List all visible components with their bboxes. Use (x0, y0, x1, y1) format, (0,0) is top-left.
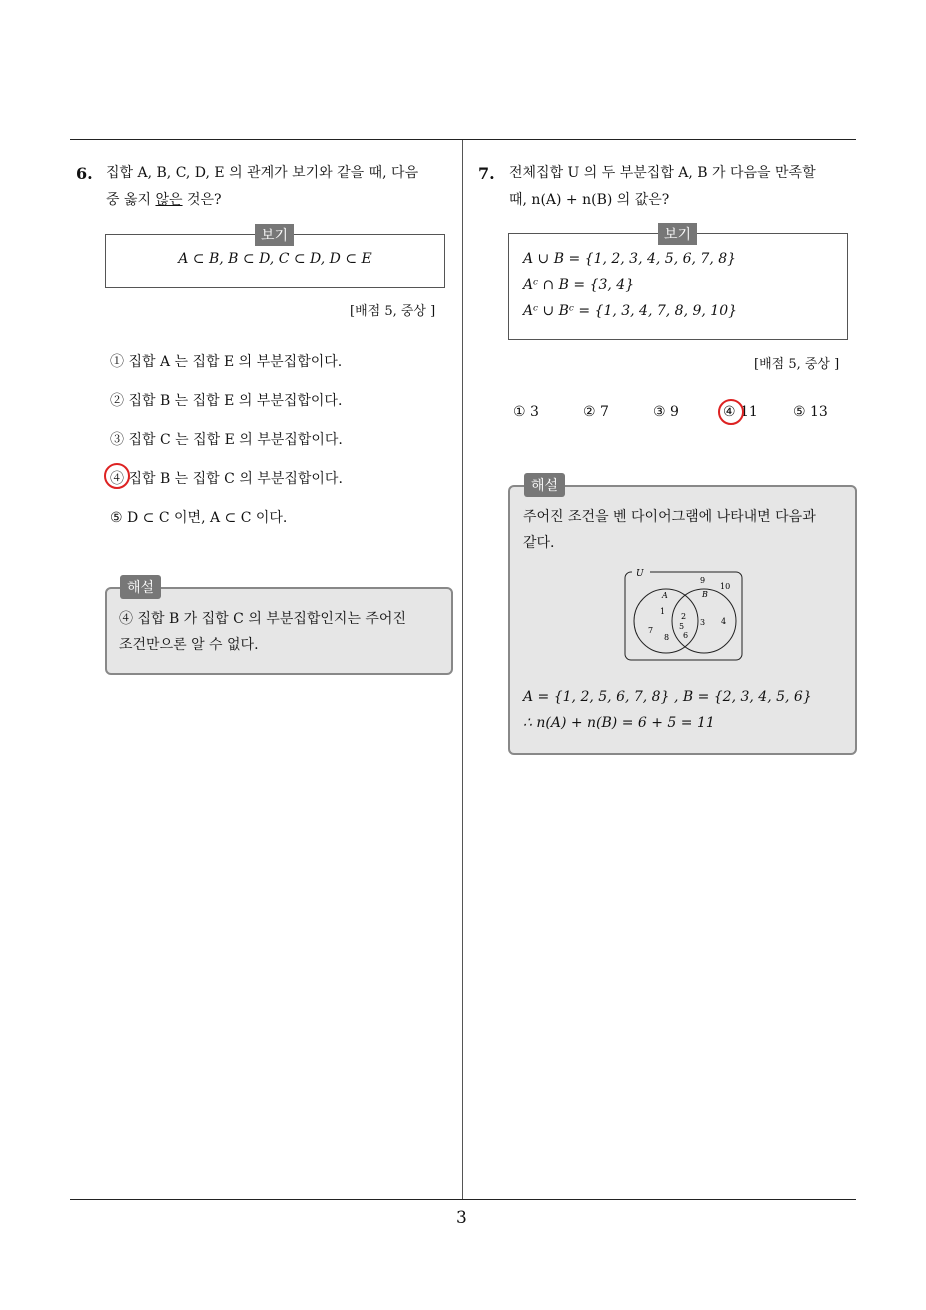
q7-solution-label: 해설 (524, 473, 565, 497)
venn-both-2: 5 (679, 622, 685, 631)
q7-choice-2[interactable]: ② 7 (583, 404, 609, 420)
q6-choice-2[interactable]: ② 집합 B 는 집합 E 의 부분집합이다. (110, 393, 343, 409)
q7-question-line1: 전체집합 U 의 두 부분집합 A, B 가 다음을 만족할 (509, 165, 816, 181)
q7-question-line2: 때, n(A) + n(B) 의 값은? (509, 192, 670, 208)
bottom-rule (70, 1199, 856, 1200)
column-divider (462, 140, 463, 1200)
q6-solution-box (105, 587, 453, 675)
venn-only-b-1: 3 (700, 618, 706, 627)
venn-only-a-2: 7 (648, 626, 654, 635)
venn-label-b: B (702, 590, 708, 599)
q6-line2-pre: 중 옳지 (106, 192, 156, 208)
q7-score: [배점 5, 중상 ] (754, 357, 840, 372)
q7-result-line2: ∴ n(A) + n(B) = 6 + 5 = 11 (523, 715, 715, 731)
venn-only-a-1: 1 (660, 607, 666, 616)
venn-diagram (622, 566, 746, 664)
q7-box-label: 보기 (658, 223, 697, 245)
q6-line2-post: 것은? (182, 192, 222, 208)
venn-only-a-3: 8 (664, 633, 670, 642)
q7-solution-text (523, 504, 816, 556)
q7-condition-1: A ∪ B = {1, 2, 3, 4, 5, 6, 7, 8} (523, 251, 737, 267)
q6-choice-5[interactable]: ⑤ D ⊂ C 이면, A ⊂ C 이다. (110, 510, 288, 526)
q6-condition: A ⊂ B, B ⊂ D, C ⊂ D, D ⊂ E (178, 251, 372, 267)
q7-solution-line1: 주어진 조건을 벤 다이어그램에 나타내면 다음과 (523, 509, 816, 525)
q6-solution-label: 해설 (120, 575, 161, 599)
q6-question-line2 (106, 187, 456, 214)
venn-both-3: 6 (683, 631, 689, 640)
top-rule (70, 139, 856, 140)
venn-only-b-2: 4 (721, 617, 727, 626)
q7-choice-3[interactable]: ③ 9 (653, 404, 679, 420)
q7-number: 7. (478, 164, 495, 183)
q7-question-text (509, 160, 859, 214)
q7-condition-3: Aᶜ ∪ Bᶜ = {1, 3, 4, 7, 8, 9, 10} (523, 303, 738, 319)
q7-result-line1: A = {1, 2, 5, 6, 7, 8} , B = {2, 3, 4, 5, 6} (523, 689, 812, 705)
page-number: 3 (456, 1208, 467, 1228)
venn-both-1: 2 (681, 612, 687, 621)
q6-solution-line1: ④ 집합 B 가 집합 C 의 부분집합인지는 주어진 (119, 611, 406, 627)
q6-underlined-word: 않은 (155, 192, 183, 208)
venn-label-a: A (662, 591, 668, 600)
q6-score: [배점 5, 중상 ] (350, 304, 436, 319)
venn-universe-label: U (636, 569, 644, 579)
q6-choice-1[interactable]: ① 집합 A 는 집합 E 의 부분집합이다. (110, 354, 343, 370)
q6-question-line1: 집합 A, B, C, D, E 의 관계가 보기와 같을 때, 다음 (106, 165, 419, 181)
q7-condition-box (508, 233, 848, 340)
q6-answer-mark (104, 463, 130, 489)
venn-outside-1: 9 (700, 576, 706, 585)
q7-answer-mark (718, 399, 744, 425)
q6-choice-3[interactable]: ③ 집합 C 는 집합 E 의 부분집합이다. (110, 432, 343, 448)
q6-question-text (106, 160, 456, 214)
q6-choice-4[interactable]: ④ 집합 B 는 집합 C 의 부분집합이다. (110, 471, 343, 487)
q7-choice-4[interactable]: ④ 11 (723, 404, 758, 420)
q7-choice-5[interactable]: ⑤ 13 (793, 404, 828, 420)
venn-outside-2: 10 (720, 582, 731, 591)
q6-number: 6. (76, 164, 93, 183)
q6-solution-line2: 조건만으론 알 수 없다. (119, 637, 259, 653)
q6-box-label: 보기 (255, 224, 294, 246)
q7-solution-box (508, 485, 857, 755)
q7-condition-2: Aᶜ ∩ B = {3, 4} (523, 277, 635, 293)
q6-solution-text (119, 606, 406, 658)
q7-solution-line2: 같다. (523, 535, 555, 551)
q7-choice-1[interactable]: ① 3 (513, 404, 539, 420)
